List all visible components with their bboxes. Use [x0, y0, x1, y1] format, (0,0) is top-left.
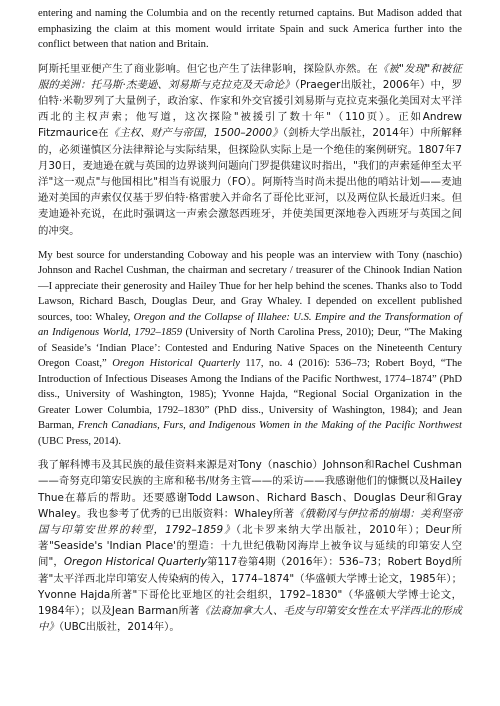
book-title-italic: French Canadians, Furs, and Indigenous Women in the Making of the Pacific Northwest [77, 420, 462, 432]
paragraph-text: （UBC出版社，2014年）。 [58, 621, 180, 634]
paragraph-text: (UBC Press, 2014). [38, 435, 121, 447]
paragraph-text: （Praeger出版社，2006年）中，罗伯特·米勒罗列了大量例子，政治家、作家和外交官援引刘易斯与克拉克来强化美国对太平洋西北的主权声索；他写道，这次探险"被援引了数十年"（110页）。正如Andrew Fitzmaurice在 [38, 78, 462, 140]
paragraph-text: (University of North Carolina Press, 2010); Deur, “The Making of Seaside’s ‘Indian Place’: Contested and Enduring Native Spaces on the Nineteenth Century Oregon Coast,” [38, 327, 462, 370]
paragraph-text: entering and naming the Columbia and on the recently returned captains. But Madison added that emphasizing the claim at this moment would irritate Spain and suck America further into the conflict between that nation and Britain. [38, 8, 462, 50]
paragraph-chinese-astoria [38, 61, 462, 239]
book-title-italic: 《俄勒冈与伊拉希的崩塌：美利坚帝国与印第安世界的转型，1792–1859》 [38, 507, 463, 537]
paragraph-text: 我了解科博韦及其民族的最佳资料来源是对Tony（naschio）Johnson和Rachel Cushman——奇努克印第安民族的主席和秘书/财务主管——的采访——我感谢他们的慷慨以及Hailey Thue在幕后的帮助。还要感谢Todd Lawson、Richard Basch、Douglas Deur和Gray Whaley。我也参考了优秀的已出版资料：Whaley所著 [38, 459, 462, 520]
paragraph-text: （剑桥大学出版社，2014年）中所解释的，必须谨慎区分法律辩论与实际结果，但探险队实际上是一个绝佳的案例研究。1807年7月30日，麦迪逊在就与英国的边界谈判问题向门罗提供建议时指出，"我们的声索延伸至太平洋"这一观点"与他国相比"相当有说服力（FO）。阿斯特当时尚未提出他的哨站计划——麦迪逊对美国的声索仅仅基于罗伯特·格雷驶入并命名了哥伦比亚河，以及两位队长最近归来。但麦迪逊补充说，在此时强调这一声索会激怒西班牙，并使美国更深地卷入西班牙与英国之间的冲突。 [38, 127, 462, 237]
book-title-italic: 《被"发现"和被征服的美洲：托马斯·杰斐逊、刘易斯与克拉克及天命论》 [38, 62, 462, 91]
journal-title-italic: Oregon Historical Quarterly [112, 358, 240, 370]
paragraph-text: 第117卷第4期（2016年）：536–73；Robert Boyd所著"太平洋西北岸印第安人传染病的传入，1774–1874"（华盛顿大学博士论文，1985年）；Yvonne Hajda所著"下哥伦比亚地区的社会组织，1792–1830"（华盛顿大学博士论文，1984年）；以及Jean Barman所著 [38, 556, 462, 618]
journal-title-italic: Oregon Historical Quarterly [63, 556, 207, 569]
paragraph-chinese-sources [38, 457, 462, 635]
paragraph-text: 117, no. 4 (2016): 536–73; Robert Boyd, “The Introduction of Infectious Diseases Among the Indians of the Pacific Northwest, 1774–1874” (PhD diss., University of Washington, 1985); Yvonne Hajda, “Regional Social Organization in the Greater Lower Columbia, 1792–1830” (PhD diss., University of Washington, 1984); and Jean Barman, [38, 358, 462, 432]
paragraph-english-madison [38, 6, 462, 53]
book-title-italic: 《法裔加拿大人、毛皮与印第安女性在太平洋西北的形成中》 [38, 605, 462, 634]
document-page [38, 6, 462, 644]
book-title-italic: Oregon and the Collapse of Illahee: U.S. Empire and the Transformation of an Indigenous World, 1792–1859 [38, 311, 462, 339]
paragraph-text: 阿斯托里亚便产生了商业影响。但它也产生了法律影响，探险队亦然。在 [38, 62, 378, 75]
book-title-italic: 《主权、财产与帝国，1500–2000》 [108, 127, 283, 140]
paragraph-english-sources [38, 248, 462, 450]
paragraph-text: My best source for understanding Coboway and his people was an interview with Tony (naschio) Johnson and Rachel Cushman, the chairman and secretary / treasurer of the Chinook Indian Nation—I appreciate their generosity and Hailey Thue for her help behind the scenes. Thanks also to Todd Lawson, Richard Basch, Douglas Deur, and Gray Whaley. I depended on excellent published sources, too: Whaley, [38, 249, 462, 323]
paragraph-text: （北卡罗来纳大学出版社，2010年）；Deur所著"Seaside's 'Indian Place'的塑造：十九世纪俄勒冈海岸上被争议与延续的印第安人空间"， [38, 524, 462, 569]
